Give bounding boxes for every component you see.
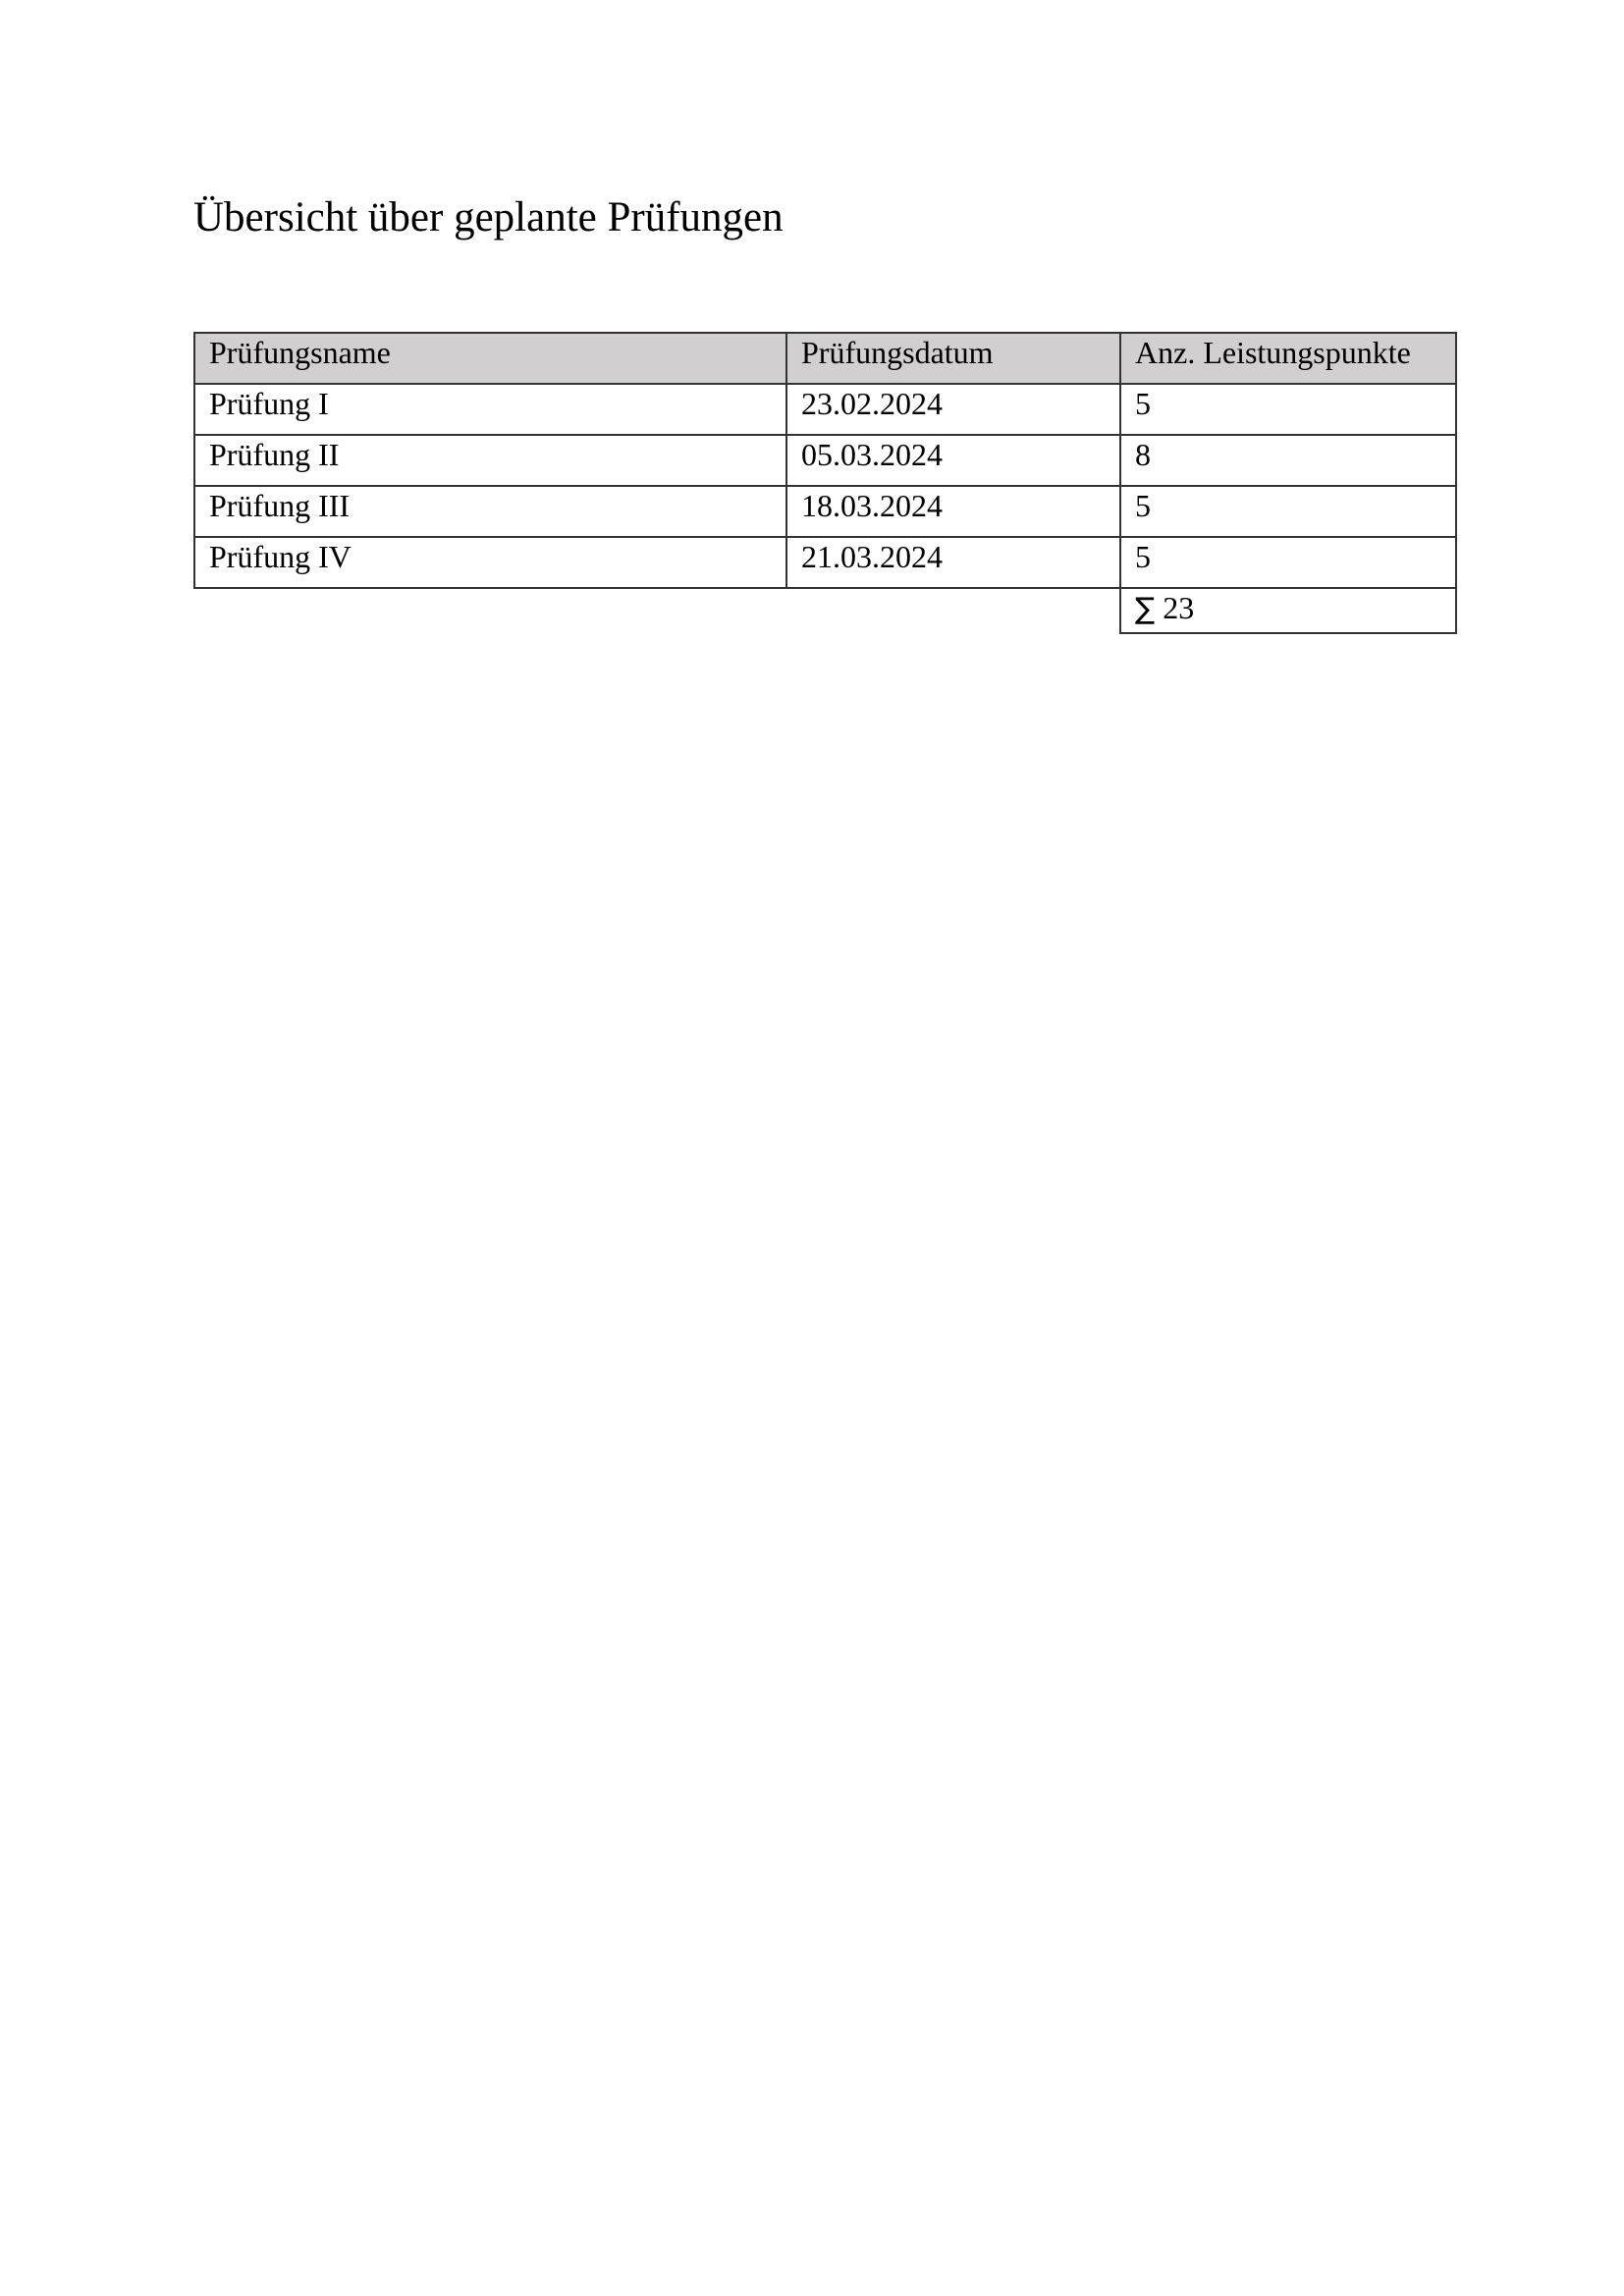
total-credit-points-cell [1120, 588, 1456, 633]
column-header-exam-date: Prüfungsdatum [786, 333, 1120, 384]
cell-credit-points: 5 [1120, 486, 1456, 537]
cell-exam-name: Prüfung IV [194, 537, 786, 588]
cell-exam-name: Prüfung I [194, 384, 786, 435]
empty-cell [194, 588, 786, 633]
table-row [194, 435, 1456, 486]
table-row [194, 384, 1456, 435]
cell-exam-date: 05.03.2024 [786, 435, 1120, 486]
cell-exam-name: Prüfung II [194, 435, 786, 486]
exam-table [193, 332, 1457, 634]
column-header-exam-name: Prüfungsname [194, 333, 786, 384]
table-header-row [194, 333, 1456, 384]
table-row [194, 486, 1456, 537]
table-row [194, 537, 1456, 588]
cell-exam-date: 21.03.2024 [786, 537, 1120, 588]
total-credit-points-value: 23 [1163, 590, 1195, 625]
cell-exam-name: Prüfung III [194, 486, 786, 537]
cell-credit-points: 5 [1120, 384, 1456, 435]
cell-exam-date: 18.03.2024 [786, 486, 1120, 537]
sum-icon: ∑ [1135, 592, 1156, 626]
cell-credit-points: 8 [1120, 435, 1456, 486]
column-header-credit-points: Anz. Leistungspunkte [1120, 333, 1456, 384]
sum-row [194, 588, 1456, 633]
empty-cell [786, 588, 1120, 633]
cell-exam-date: 23.02.2024 [786, 384, 1120, 435]
page-title: Übersicht über geplante Prüfungen [193, 194, 784, 240]
cell-credit-points: 5 [1120, 537, 1456, 588]
